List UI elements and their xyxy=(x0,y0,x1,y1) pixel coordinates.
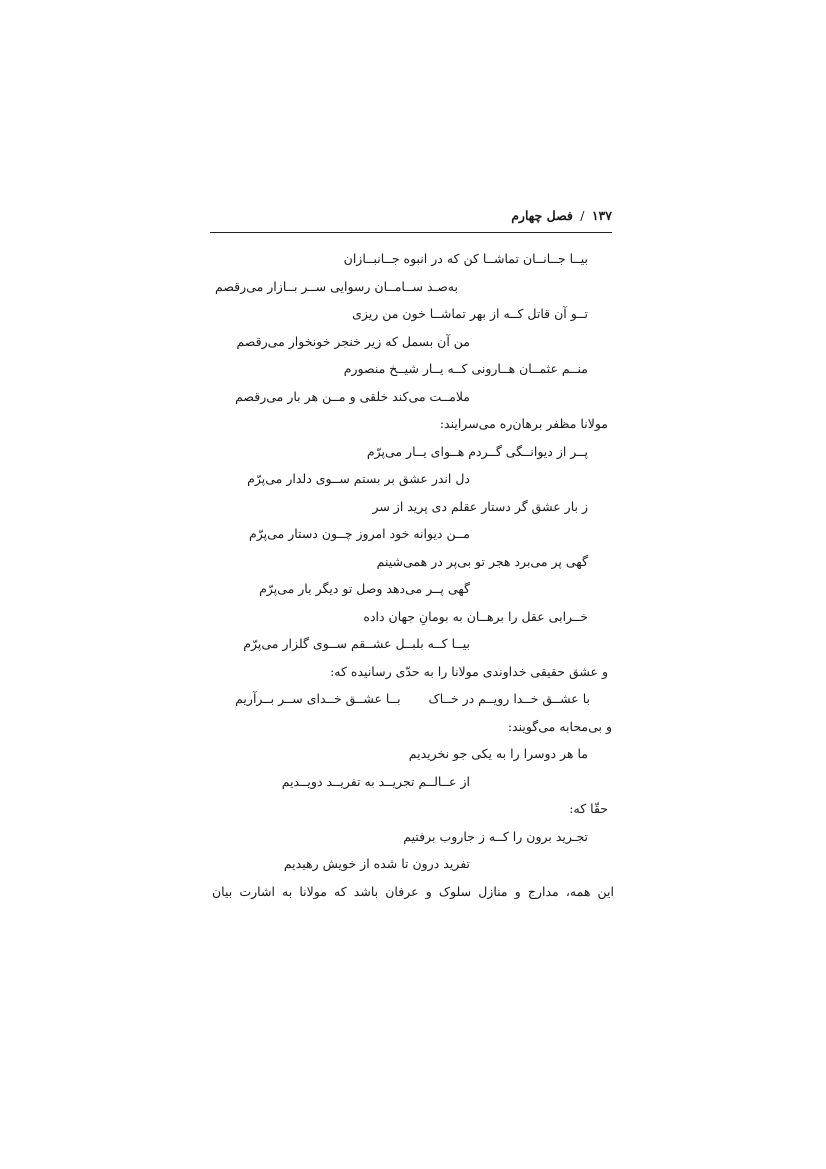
running-header xyxy=(511,208,612,223)
verse-line: تــو آن قاتل کــه از بهر تماشــا خون من ریزی xyxy=(352,306,588,321)
prose-line: این همه، مدارج و منازل سلوک و عرفان باشد که مولانا به اشارت بیان xyxy=(212,884,614,899)
verse-line: ز بار عشق گر دستار عقلم دی پرید از سر xyxy=(372,499,588,514)
verse-line: به‌صـد ســامــان رسوایی ســر بــازار می‌رقصم xyxy=(215,279,458,294)
verse-line: پــر از دیوانــگی گــردم هــوای یــار می‌پرّم xyxy=(366,444,588,459)
verse-line: بیــا کــه بلبــل عشــقم ســوی گلزار می‌پرّم xyxy=(243,636,470,651)
hemistich-left: بــا عشــق خــدای ســر بــرآریم xyxy=(235,691,401,706)
verse-line: ملامــت می‌کند خلقی و مــن هر بار می‌رقصم xyxy=(235,389,470,404)
verse-line: مــن دیوانه خود امروز چــون دستار می‌پرّم xyxy=(249,526,470,541)
verse-line: من آن بسمل که زیر خنجر خونخوار می‌رقصم xyxy=(236,334,470,349)
verse-line: بیــا جــانــان تماشــا کن که در انبوه جــانبــازان xyxy=(343,251,588,266)
verse-line: منــم عثمــان هــارونی کــه یــار شیــخ منصورم xyxy=(343,361,588,376)
prose-line: و عشق حقیقی خداوندی مولانا را به حدّی رسانیده که: xyxy=(330,664,608,679)
page-number: ۱۳۷ xyxy=(591,208,612,223)
verse-line: گهی پر می‌برد هجر تو بی‌پر در همی‌شینم xyxy=(376,554,588,569)
verse-line: تجـرید برون را کــه ز جاروب برفتیم xyxy=(403,829,588,844)
verse-line: دل اندر عشق بر بستم ســوی دلدار می‌پرّم xyxy=(247,471,470,486)
prose-line: و بی‌محابه می‌گویند: xyxy=(507,719,612,734)
prose-line: مولانا مظفر برهان‌ره می‌سرایند: xyxy=(439,416,608,431)
verse-couplet xyxy=(235,690,590,708)
verse-line: گهی پــر می‌دهد وصل تو دیگر بار می‌پرّم xyxy=(259,581,470,596)
header-separator: / xyxy=(580,208,585,223)
verse-line: خــرابی عقل را برهــان به بومانِ جهان داده xyxy=(363,609,588,624)
verse-line: از عــالــم تجریــد به تفریــد دویــدیم xyxy=(281,774,470,789)
chapter-title: فصل چهارم xyxy=(511,208,573,223)
hemistich-right: با عشــق خــدا رویــم در خــاک xyxy=(428,691,590,706)
verse-line: ما هر دوسرا را به یکی جو نخریدیم xyxy=(408,746,588,761)
header-rule xyxy=(210,232,612,233)
verse-line: تفرید درون تا شده از خویش رهیدیم xyxy=(283,856,470,871)
prose-line: حقّا که: xyxy=(569,801,608,816)
